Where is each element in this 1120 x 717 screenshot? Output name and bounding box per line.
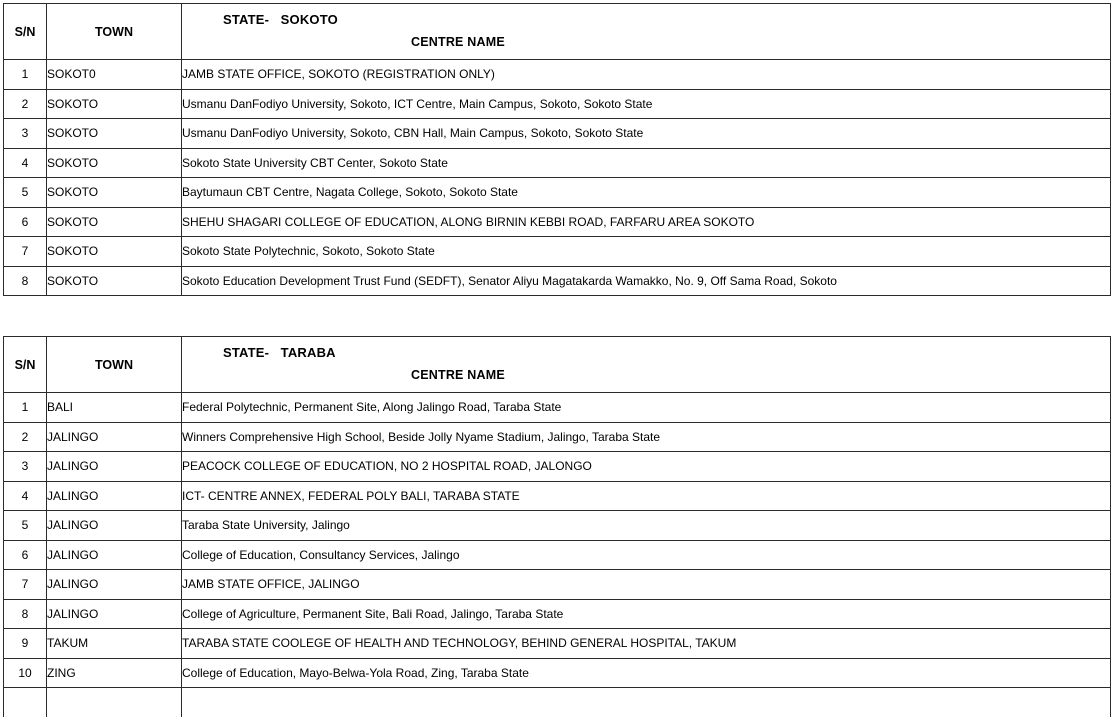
cell-centre-name: Usmanu DanFodiyo University, Sokoto, ICT Centre, Main Campus, Sokoto, Sokoto State <box>182 89 1111 119</box>
cell-sn: 5 <box>4 511 47 541</box>
cell-sn: 8 <box>4 599 47 629</box>
cell-town: SOKOTO <box>47 237 182 267</box>
cell-centre-name: Taraba State University, Jalingo <box>182 511 1111 541</box>
cell-town: JALINGO <box>47 452 182 482</box>
cell-sn: 1 <box>4 60 47 90</box>
column-header-centre-name <box>182 4 1111 60</box>
cell-town: SOKOTO <box>47 266 182 296</box>
table-row <box>4 266 1111 296</box>
table-header <box>4 4 1111 60</box>
cell-centre-name: ICT- CENTRE ANNEX, FEDERAL POLY BALI, TARABA STATE <box>182 481 1111 511</box>
cell-sn: 4 <box>4 148 47 178</box>
cell-sn: 1 <box>4 393 47 423</box>
table-row <box>4 570 1111 600</box>
table-row <box>4 599 1111 629</box>
cell-sn: 3 <box>4 119 47 149</box>
cell-sn: 10 <box>4 658 47 688</box>
state-centre-table-taraba <box>3 336 1111 717</box>
cell-sn: 6 <box>4 540 47 570</box>
cell-centre-name: TARABA STATE COOLEGE OF HEALTH AND TECHNOLOGY, BEHIND GENERAL HOSPITAL, TAKUM <box>182 629 1111 659</box>
column-header-centre-name <box>182 337 1111 393</box>
cell-town: SOKOTO <box>47 207 182 237</box>
cell-centre-name: College of Agriculture, Permanent Site, Bali Road, Jalingo, Taraba State <box>182 599 1111 629</box>
table-row <box>4 178 1111 208</box>
table-row <box>4 629 1111 659</box>
cell-town <box>47 688 182 717</box>
table-row <box>4 207 1111 237</box>
table-row <box>4 688 1111 717</box>
table-row <box>4 452 1111 482</box>
header-row <box>4 4 1111 60</box>
cell-sn: 2 <box>4 89 47 119</box>
cell-centre-name: Sokoto State Polytechnic, Sokoto, Sokoto State <box>182 237 1111 267</box>
table-row <box>4 422 1111 452</box>
cell-sn: 3 <box>4 452 47 482</box>
cell-centre-name: JAMB STATE OFFICE, SOKOTO (REGISTRATION ONLY) <box>182 60 1111 90</box>
cell-town: JALINGO <box>47 599 182 629</box>
centre-name-label: CENTRE NAME <box>411 368 505 382</box>
table-row <box>4 237 1111 267</box>
state-title: STATE- TARABA <box>223 345 336 360</box>
cell-town: SOKOTO <box>47 178 182 208</box>
cell-town: JALINGO <box>47 540 182 570</box>
cell-centre-name: Sokoto Education Development Trust Fund (SEDFT), Senator Aliyu Magatakarda Wamakko, No. 9, Off Sama Road, Sokoto <box>182 266 1111 296</box>
cell-town: SOKOT0 <box>47 60 182 90</box>
column-header-town: TOWN <box>47 4 182 60</box>
column-header-sn: S/N <box>4 4 47 60</box>
state-title: STATE- SOKOTO <box>223 12 338 27</box>
cell-centre-name: Winners Comprehensive High School, Beside Jolly Nyame Stadium, Jalingo, Taraba State <box>182 422 1111 452</box>
header-row <box>4 337 1111 393</box>
table-header <box>4 337 1111 393</box>
cell-town: SOKOTO <box>47 89 182 119</box>
state-centre-table-sokoto <box>3 3 1111 296</box>
cell-centre-name: PEACOCK COLLEGE OF EDUCATION, NO 2 HOSPITAL ROAD, JALONGO <box>182 452 1111 482</box>
cell-centre-name: College of Education, Mayo-Belwa-Yola Road, Zing, Taraba State <box>182 658 1111 688</box>
cell-sn: 4 <box>4 481 47 511</box>
table-body <box>4 393 1111 717</box>
cell-sn: 6 <box>4 207 47 237</box>
table-row <box>4 393 1111 423</box>
table-row <box>4 60 1111 90</box>
cell-town: TAKUM <box>47 629 182 659</box>
table-row <box>4 481 1111 511</box>
cell-centre-name: Usmanu DanFodiyo University, Sokoto, CBN Hall, Main Campus, Sokoto, Sokoto State <box>182 119 1111 149</box>
cell-centre-name: Federal Polytechnic, Permanent Site, Along Jalingo Road, Taraba State <box>182 393 1111 423</box>
cell-town: JALINGO <box>47 511 182 541</box>
cell-town: SOKOTO <box>47 119 182 149</box>
centre-name-label: CENTRE NAME <box>411 35 505 49</box>
table-row <box>4 119 1111 149</box>
cell-centre-name <box>182 688 1111 717</box>
cell-town: JALINGO <box>47 570 182 600</box>
cell-centre-name: College of Education, Consultancy Services, Jalingo <box>182 540 1111 570</box>
cell-sn: 2 <box>4 422 47 452</box>
table-row <box>4 540 1111 570</box>
table-body <box>4 60 1111 296</box>
cell-town: ZING <box>47 658 182 688</box>
cell-sn: 7 <box>4 570 47 600</box>
column-header-town: TOWN <box>47 337 182 393</box>
cell-centre-name: Baytumaun CBT Centre, Nagata College, Sokoto, Sokoto State <box>182 178 1111 208</box>
cell-centre-name: JAMB STATE OFFICE, JALINGO <box>182 570 1111 600</box>
column-header-sn: S/N <box>4 337 47 393</box>
cell-centre-name: SHEHU SHAGARI COLLEGE OF EDUCATION, ALONG BIRNIN KEBBI ROAD, FARFARU AREA SOKOTO <box>182 207 1111 237</box>
cell-sn: 9 <box>4 629 47 659</box>
cell-sn: 8 <box>4 266 47 296</box>
cell-sn: 5 <box>4 178 47 208</box>
cell-sn: 7 <box>4 237 47 267</box>
table-row <box>4 89 1111 119</box>
cell-sn <box>4 688 47 717</box>
cell-town: JALINGO <box>47 422 182 452</box>
cell-town: SOKOTO <box>47 148 182 178</box>
table-row <box>4 148 1111 178</box>
cell-town: BALI <box>47 393 182 423</box>
table-row <box>4 511 1111 541</box>
table-row <box>4 658 1111 688</box>
cell-centre-name: Sokoto State University CBT Center, Sokoto State <box>182 148 1111 178</box>
cell-town: JALINGO <box>47 481 182 511</box>
